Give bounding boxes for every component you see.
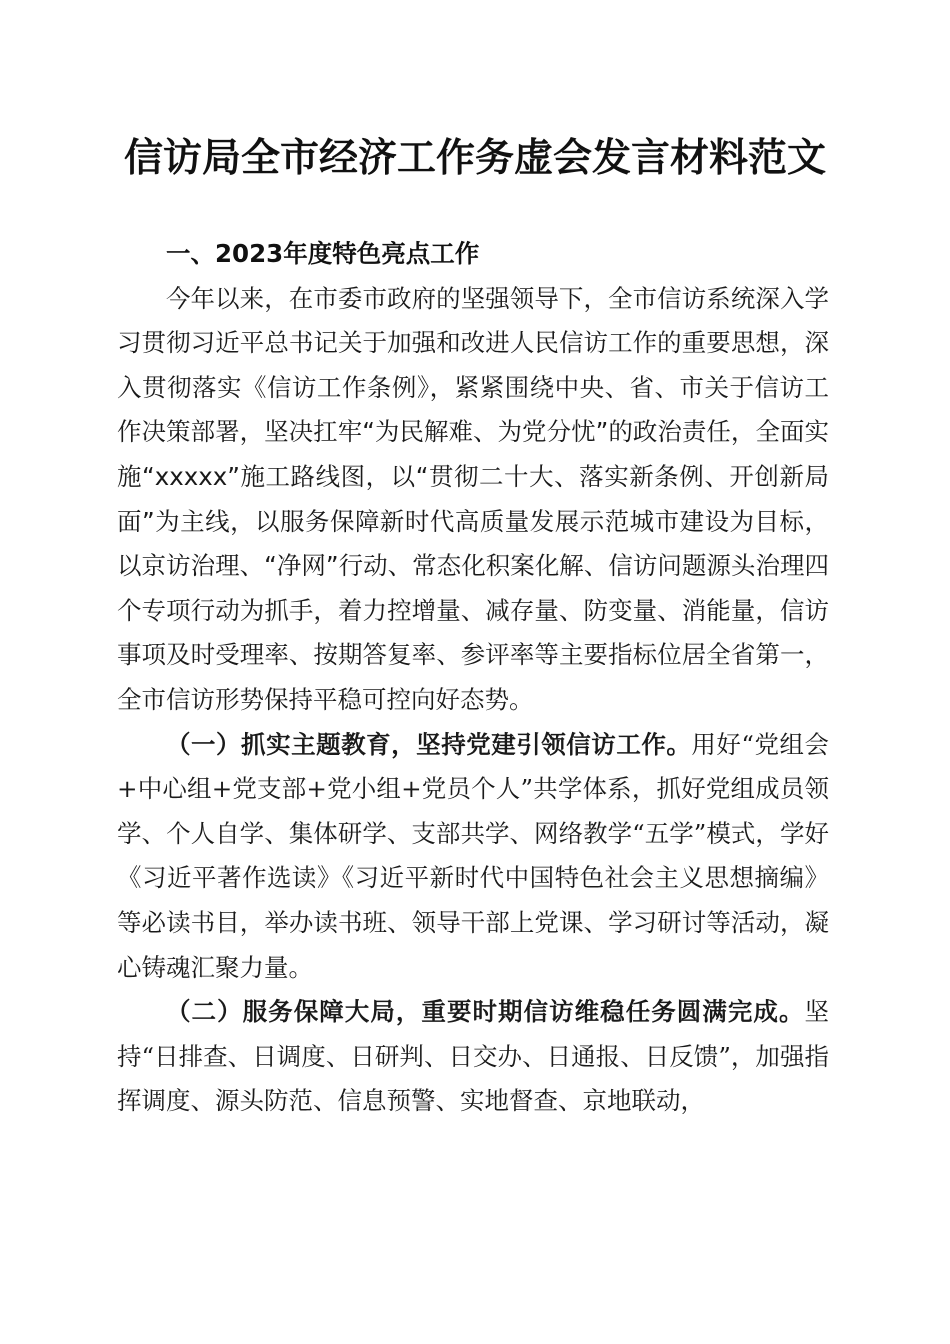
subsection-1-lead: （一）抓实主题教育，坚持党建引领信访工作。 (166, 729, 692, 759)
subsection-2-lead: （二）服务保障大局，重要时期信访维稳任务圆满完成。 (166, 997, 805, 1027)
subsection-2-body: 坚持“日排查、日调度、日研判、日交办、日通报、日反馈”，加强指挥调度、源头防范、信息预警、实地督查、京地联动， (117, 997, 829, 1116)
document-body (117, 232, 829, 1124)
document-title: 信访局全市经济工作务虚会发言材料范文 (123, 135, 826, 181)
section-heading: 一、2023年度特色亮点工作 (166, 239, 480, 268)
subsection-1 (117, 723, 829, 991)
subsection-2 (117, 990, 829, 1124)
intro-paragraph: 今年以来，在市委市政府的坚强领导下，全市信访系统深入学习贯彻习近平总书记关于加强和改进人民信访工作的重要思想，深入贯彻落实《信访工作条例》，紧紧围绕中央、省、市关于信访工作决策部署，坚决扛牢“为民解难、为党分忧”的政治责任，全面实施“xxxxx”施工路线图，以“贯彻二十大、落实新条例、开创新局面”为主线，以服务保障新时代高质量发展示范城市建设为目标，以京访治理、“净网”行动、常态化积案化解、信访问题源头治理四个专项行动为抓手，着力控增量、减存量、防变量、消能量，信访事项及时受理率、按期答复率、参评率等主要指标位居全省第一，全市信访形势保持平稳可控向好态势。 (117, 283, 829, 714)
subsection-1-body: 用好“党组会+中心组+党支部+党小组+党员个人”共学体系，抓好党组成员领学、个人自学、集体研学、支部共学、网络教学“五学”模式，学好《习近平著作选读》《习近平新时代中国特色社会主义思想摘编》等必读书目，举办读书班、领导干部上党课、学习研讨等活动，凝心铸魂汇聚力量。 (117, 729, 830, 982)
